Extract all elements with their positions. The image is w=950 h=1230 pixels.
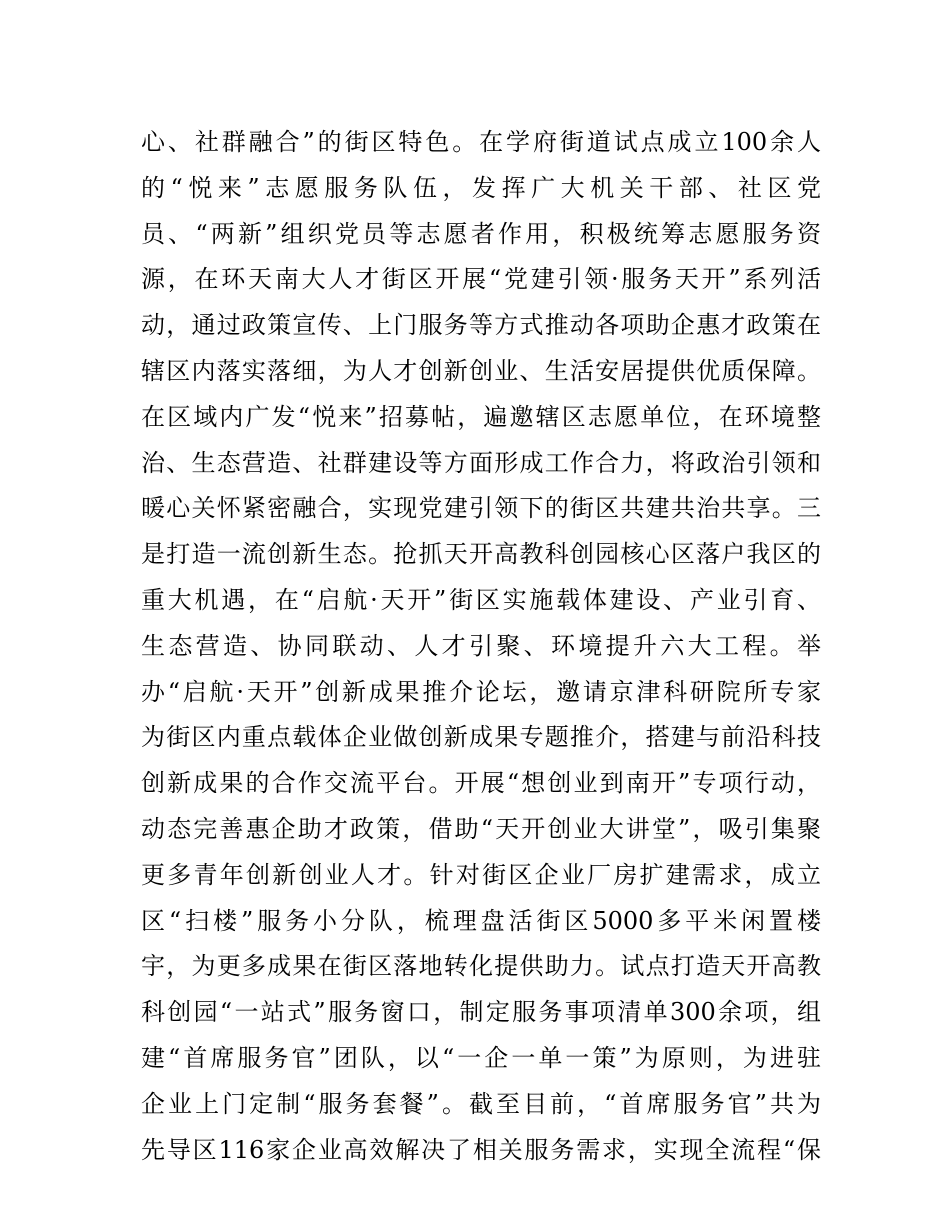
text-line: 为街区内重点载体企业做创新成果专题推介，搭建与前沿科技 xyxy=(141,723,821,752)
text-line: 暖心关怀紧密融合，实现党建引领下的街区共建共治共享。三 xyxy=(141,494,821,523)
text-line: 动态完善惠企助才政策，借助“天开创业大讲堂”，吸引集聚 xyxy=(141,814,821,843)
text-line: 是打造一流创新生态。抢抓天开高教科创园核心区落户我区的 xyxy=(141,540,821,569)
text-line: 区“扫楼”服务小分队，梳理盘活街区5000多平米闲置楼 xyxy=(141,906,821,935)
text-line: 治、生态营造、社群建设等方面形成工作合力，将政治引领和 xyxy=(141,448,821,477)
text-line: 员、“两新”组织党员等志愿者作用，积极统筹志愿服务资 xyxy=(141,219,821,248)
text-line: 宇，为更多成果在街区落地转化提供助力。试点打造天开高教 xyxy=(141,952,821,981)
text-line: 重大机遇，在“启航·天开”街区实施载体建设、产业引育、 xyxy=(141,585,821,614)
text-line: 动，通过政策宣传、上门服务等方式推动各项助企惠才政策在 xyxy=(141,311,821,340)
text-line: 的“悦来”志愿服务队伍，发挥广大机关干部、社区党 xyxy=(141,173,821,202)
text-line: 在区域内广发“悦来”招募帖，遍邀辖区志愿单位，在环境整 xyxy=(141,402,821,431)
text-line: 生态营造、协同联动、人才引聚、环境提升六大工程。举 xyxy=(141,631,821,660)
text-line: 辖区内落实落细，为人才创新创业、生活安居提供优质保障。 xyxy=(141,356,821,385)
text-line: 企业上门定制“服务套餐”。截至目前，“首席服务官”共为 xyxy=(141,1089,821,1118)
text-line: 源，在环天南大人才街区开展“党建引领·服务天开”系列活 xyxy=(141,265,821,294)
text-line: 先导区116家企业高效解决了相关服务需求，实现全流程“保 xyxy=(141,1135,821,1164)
body-text xyxy=(141,120,821,1173)
text-line: 办“启航·天开”创新成果推介论坛，邀请京津科研院所专家 xyxy=(141,677,821,706)
text-line: 科创园“一站式”服务窗口，制定服务事项清单300余项，组 xyxy=(141,998,821,1027)
text-line: 心、社群融合”的街区特色。在学府街道试点成立100余人 xyxy=(141,128,821,156)
text-line: 更多青年创新创业人才。针对街区企业厂房扩建需求，成立 xyxy=(141,860,821,889)
text-line: 创新成果的合作交流平台。开展“想创业到南开”专项行动， xyxy=(141,769,821,798)
text-line: 建“首席服务官”团队，以“一企一单一策”为原则，为进驻 xyxy=(141,1043,821,1072)
